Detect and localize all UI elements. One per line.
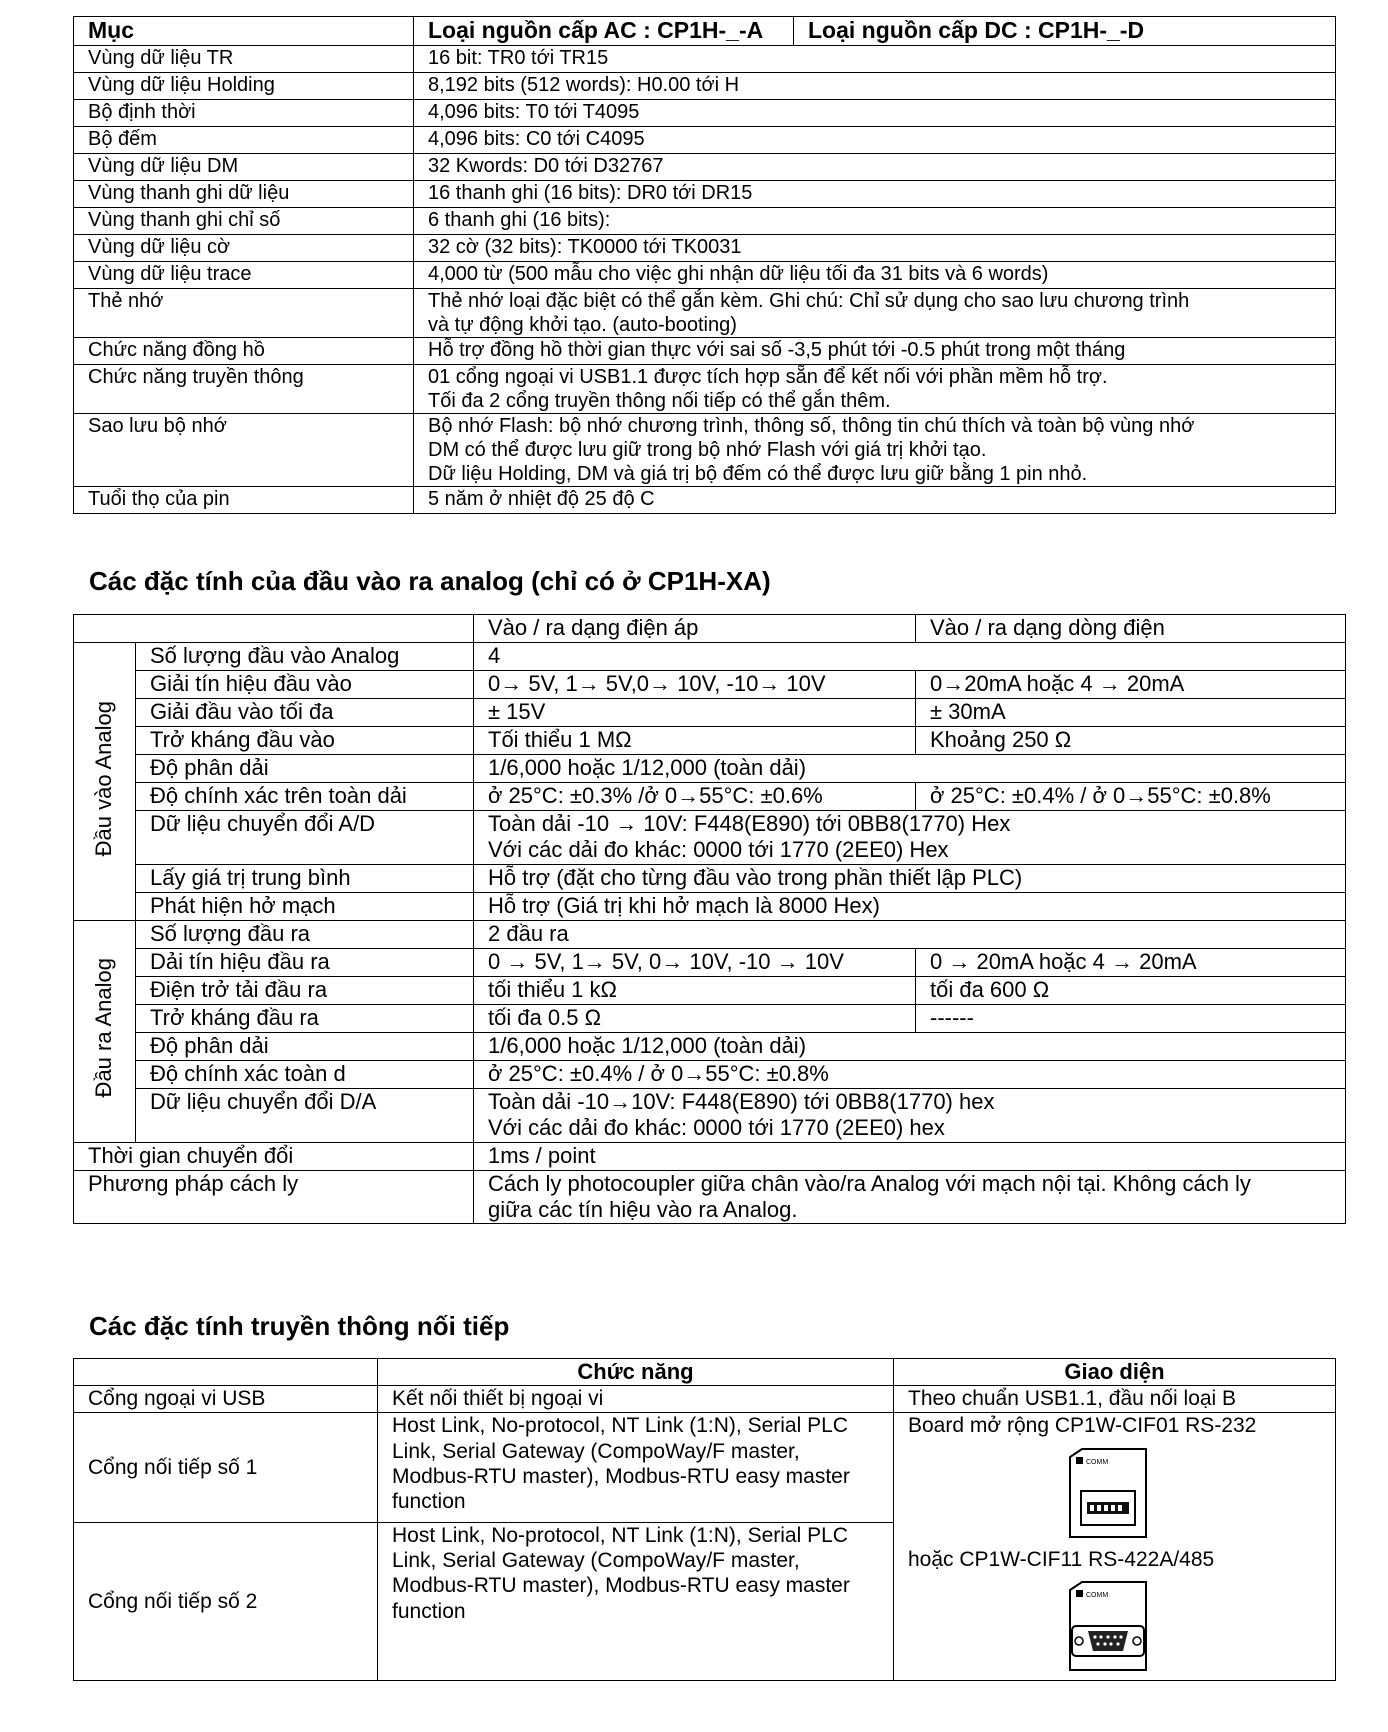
row-label: Số lượng đầu ra <box>136 920 474 948</box>
spec-label: Vùng dữ liệu Holding <box>74 73 414 100</box>
row-value: 4 <box>474 643 1346 671</box>
row-current-value: tối đa 600 Ω <box>916 976 1346 1004</box>
spec-label: Bộ định thời <box>74 100 414 127</box>
spec-value: Bộ nhớ Flash: bộ nhớ chương trình, thông số, thông tin chú thích và toàn bộ vùng nhớ DM có thể được lưu giữ trong bộ nhớ Flash với giá trị khởi tạo. Dữ liệu Holding, DM và giá trị bộ đếm có thể được lưu giữ bằng 1 pin nhỏ. <box>414 414 1336 487</box>
svg-text:COMM: COMM <box>1086 1458 1109 1466</box>
row-value: 1/6,000 hoặc 1/12,000 (toàn dải) <box>474 1032 1346 1060</box>
analog-row <box>74 1060 1346 1088</box>
row-value: Toàn dải -10→10V: F448(E890) tới 0BB8(1770) hex Với các dải đo khác: 0000 tới 1770 (2EE0) hex <box>474 1088 1346 1142</box>
analog-row <box>74 1088 1346 1142</box>
output-group-label: Đầu ra Analog <box>91 958 117 1098</box>
spec-label: Vùng thanh ghi chỉ số <box>74 208 414 235</box>
analog-header-empty <box>74 615 474 643</box>
analog-row <box>74 1004 1346 1032</box>
spec-label: Thẻ nhớ <box>74 289 414 338</box>
row-label: Giải đầu vào tối đa <box>136 699 474 727</box>
serial-section-title: Các đặc tính truyền thông nối tiếp <box>89 1311 510 1341</box>
interface-board2-text: hoặc CP1W-CIF11 RS-422A/485 <box>908 1547 1215 1571</box>
row-current-value: Khoảng 250 Ω <box>916 727 1346 755</box>
row-value: 1/6,000 hoặc 1/12,000 (toàn dải) <box>474 755 1346 783</box>
analog-row <box>74 699 1346 727</box>
spec-row <box>74 365 1336 414</box>
row-label: Trở kháng đầu ra <box>136 1004 474 1032</box>
spec-row <box>74 46 1336 73</box>
spec-label: Vùng dữ liệu cờ <box>74 235 414 262</box>
row-label: Dữ liệu chuyển đổi D/A <box>136 1088 474 1142</box>
spec-value: 5 năm ở nhiệt độ 25 độ C <box>414 487 1336 514</box>
svg-text:COMM: COMM <box>1086 1591 1109 1599</box>
serial-row <box>74 1386 1336 1413</box>
spec-row <box>74 73 1336 100</box>
analog-row <box>74 811 1346 865</box>
analog-row <box>74 1170 1346 1224</box>
row-current-value: ------ <box>916 1004 1346 1032</box>
analog-row <box>74 864 1346 892</box>
spec-value: 6 thanh ghi (16 bits): <box>414 208 1336 235</box>
spec-value: 4,000 từ (500 mẫu cho việc ghi nhận dữ liệu tối đa 31 bits và 6 words) <box>414 262 1336 289</box>
row-label: Độ phân dải <box>136 755 474 783</box>
row-label: Số lượng đầu vào Analog <box>136 643 474 671</box>
spec-label: Chức năng đồng hồ <box>74 338 414 365</box>
row-value: Hỗ trợ (Giá trị khi hở mạch là 8000 Hex) <box>474 892 1346 920</box>
serial-header-empty <box>74 1359 378 1386</box>
serial-port2-label: Cổng nối tiếp số 2 <box>74 1523 378 1681</box>
spec-value: 01 cổng ngoại vi USB1.1 được tích hợp sẵn để kết nối với phần mềm hỗ trợ. Tối đa 2 cổng truyền thông nối tiếp có thể gắn thêm. <box>414 365 1336 414</box>
header-function: Chức năng <box>378 1359 894 1386</box>
spec-row <box>74 127 1336 154</box>
spec-value: 4,096 bits: T0 tới T4095 <box>414 100 1336 127</box>
serial-port2-function: Host Link, No-protocol, NT Link (1:N), Serial PLC Link, Serial Gateway (CompoWay/F master, Modbus-RTU master), Modbus-RTU easy master function <box>378 1523 894 1681</box>
spec-value: 8,192 bits (512 words): H0.00 tới H <box>414 73 1336 100</box>
row-label: Dữ liệu chuyển đổi A/D <box>136 811 474 865</box>
serial-comm-table <box>73 1358 1336 1681</box>
interface-board1-text: Board mở rộng CP1W-CIF01 RS-232 <box>908 1414 1257 1438</box>
output-group-cell <box>74 920 136 1142</box>
spec-label: Vùng thanh ghi dữ liệu <box>74 181 414 208</box>
row-voltage-value: 0 → 5V, 1→ 5V, 0→ 10V, -10 → 10V <box>474 948 916 976</box>
row-voltage-value: tối đa 0.5 Ω <box>474 1004 916 1032</box>
analog-row <box>74 755 1346 783</box>
row-label: Điện trở tải đầu ra <box>136 976 474 1004</box>
row-label: Trở kháng đầu vào <box>136 727 474 755</box>
header-ac-supply: Loại nguồn cấp AC : CP1H-_-A <box>414 17 794 46</box>
spec-label: Tuổi thọ của pin <box>74 487 414 514</box>
serial-row <box>74 1413 1336 1523</box>
spec-row <box>74 181 1336 208</box>
row-label: Dải tín hiệu đầu ra <box>136 948 474 976</box>
row-label: Độ phân dải <box>136 1032 474 1060</box>
spec-value: 32 cờ (32 bits): TK0000 tới TK0031 <box>414 235 1336 262</box>
row-value: ở 25°C: ±0.4% / ở 0→55°C: ±0.8% <box>474 1060 1346 1088</box>
analog-section-title: Các đặc tính của đầu vào ra analog (chỉ có ở CP1H-XA) <box>89 566 771 596</box>
row-label: Phát hiện hở mạch <box>136 892 474 920</box>
spec-row <box>74 289 1336 338</box>
header-current: Vào / ra dạng dòng điện <box>916 615 1346 643</box>
header-voltage: Vào / ra dạng điện áp <box>474 615 916 643</box>
row-label: Thời gian chuyển đổi <box>74 1142 474 1170</box>
spec-row <box>74 235 1336 262</box>
spec-value: 4,096 bits: C0 tới C4095 <box>414 127 1336 154</box>
row-voltage-value: Tối thiểu 1 MΩ <box>474 727 916 755</box>
analog-row <box>74 920 1346 948</box>
row-value: 2 đầu ra <box>474 920 1346 948</box>
header-interface: Giao diện <box>894 1359 1336 1386</box>
analog-row <box>74 671 1346 699</box>
analog-header-row <box>74 615 1346 643</box>
spec-value: 16 thanh ghi (16 bits): DR0 tới DR15 <box>414 181 1336 208</box>
input-group-label: Đầu vào Analog <box>91 700 117 856</box>
row-label: Giải tín hiệu đầu vào <box>136 671 474 699</box>
spec-value: 32 Kwords: D0 tới D32767 <box>414 154 1336 181</box>
serial-interface-cell <box>894 1413 1336 1680</box>
row-voltage-value: 0→ 5V, 1→ 5V,0→ 10V, -10→ 10V <box>474 671 916 699</box>
serial-port1-label: Cổng nối tiếp số 1 <box>74 1413 378 1523</box>
row-current-value: 0 → 20mA hoặc 4 → 20mA <box>916 948 1346 976</box>
row-voltage-value: tối thiểu 1 kΩ <box>474 976 916 1004</box>
spec-value: Hỗ trợ đồng hồ thời gian thực với sai số -3,5 phút tới -0.5 phút trong một tháng <box>414 338 1336 365</box>
cif11-board-icon <box>1068 1580 1148 1672</box>
row-label: Độ chính xác toàn d <box>136 1060 474 1088</box>
analog-row <box>74 783 1346 811</box>
header-item: Mục <box>74 17 414 46</box>
header-dc-supply: Loại nguồn cấp DC : CP1H-_-D <box>794 17 1336 46</box>
analog-io-table <box>73 614 1346 1224</box>
spec-value: Thẻ nhớ loại đặc biệt có thể gắn kèm. Ghi chú: Chỉ sử dụng cho sao lưu chương trình và tự động khởi tạo. (auto-booting) <box>414 289 1336 338</box>
row-label: Phương pháp cách ly <box>74 1170 474 1224</box>
cif01-board-icon <box>1068 1447 1148 1539</box>
usb-interface: Theo chuẩn USB1.1, đầu nối loại B <box>894 1386 1336 1413</box>
spec-row <box>74 100 1336 127</box>
row-label: Độ chính xác trên toàn dải <box>136 783 474 811</box>
analog-row <box>74 976 1346 1004</box>
spec-label: Vùng dữ liệu TR <box>74 46 414 73</box>
spec-row <box>74 154 1336 181</box>
usb-port-label: Cổng ngoại vi USB <box>74 1386 378 1413</box>
row-current-value: ở 25°C: ±0.4% / ở 0→55°C: ±0.8% <box>916 783 1346 811</box>
spec-label: Vùng dữ liệu trace <box>74 262 414 289</box>
analog-row <box>74 1032 1346 1060</box>
spec-row <box>74 487 1336 514</box>
spec-value: 16 bit: TR0 tới TR15 <box>414 46 1336 73</box>
row-value: Hỗ trợ (đặt cho từng đầu vào trong phần thiết lập PLC) <box>474 864 1346 892</box>
analog-row <box>74 727 1346 755</box>
row-voltage-value: ở 25°C: ±0.3% /ở 0→55°C: ±0.6% <box>474 783 916 811</box>
spec-label: Chức năng truyền thông <box>74 365 414 414</box>
row-value: Toàn dải -10 → 10V: F448(E890) tới 0BB8(1770) Hex Với các dải đo khác: 0000 tới 1770 (2EE0) Hex <box>474 811 1346 865</box>
serial-header-row <box>74 1359 1336 1386</box>
spec-label: Bộ đếm <box>74 127 414 154</box>
row-value: 1ms / point <box>474 1142 1346 1170</box>
row-current-value: ± 30mA <box>916 699 1346 727</box>
spec-row <box>74 208 1336 235</box>
analog-row <box>74 892 1346 920</box>
analog-row <box>74 643 1346 671</box>
spec-row <box>74 262 1336 289</box>
spec-label: Sao lưu bộ nhớ <box>74 414 414 487</box>
analog-row <box>74 948 1346 976</box>
row-voltage-value: ± 15V <box>474 699 916 727</box>
spec-row <box>74 338 1336 365</box>
row-label: Lấy giá trị trung bình <box>136 864 474 892</box>
serial-port1-function: Host Link, No-protocol, NT Link (1:N), Serial PLC Link, Serial Gateway (CompoWay/F master, Modbus-RTU master), Modbus-RTU easy master function <box>378 1413 894 1523</box>
row-current-value: 0→20mA hoặc 4 → 20mA <box>916 671 1346 699</box>
spec-row <box>74 414 1336 487</box>
spec-header-row <box>74 17 1336 46</box>
usb-function: Kết nối thiết bị ngoại vi <box>378 1386 894 1413</box>
spec-label: Vùng dữ liệu DM <box>74 154 414 181</box>
input-group-cell <box>74 643 136 921</box>
specifications-table <box>73 16 1336 514</box>
row-value: Cách ly photocoupler giữa chân vào/ra Analog với mạch nội tại. Không cách ly giữa các tín hiệu vào ra Analog. <box>474 1170 1346 1224</box>
analog-row <box>74 1142 1346 1170</box>
